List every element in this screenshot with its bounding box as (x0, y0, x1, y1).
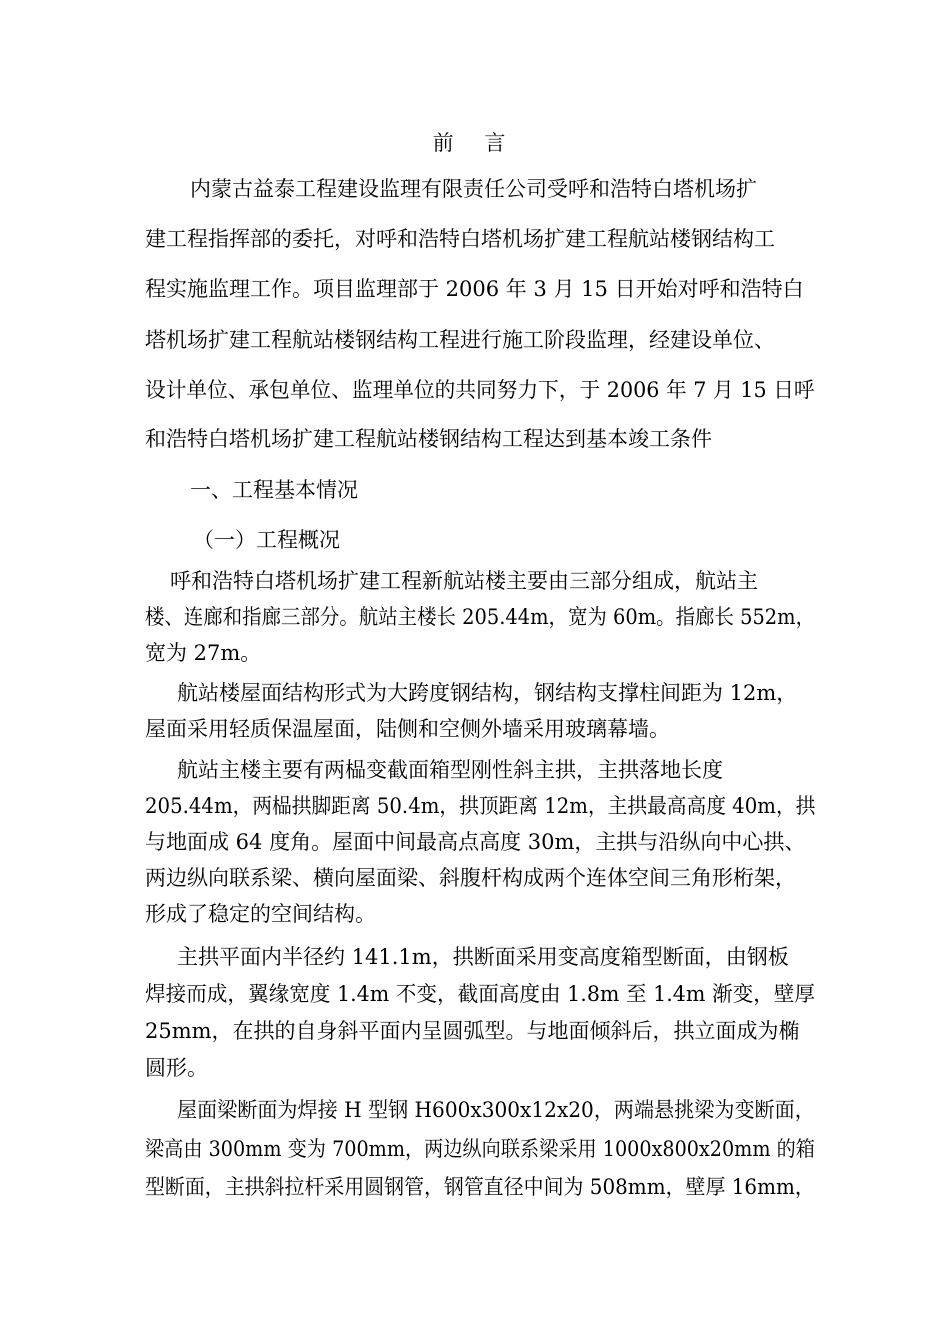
paragraph-line: 程实施监理工作。项目监理部于 2006 年 3 月 15 日开始对呼和浩特白 (145, 277, 804, 301)
page-title: 前 言 (432, 131, 518, 155)
paragraph-line: 与地面成 64 度角。屋面中间最高点高度 30m，主拱与沿纵向中心拱、 (145, 830, 806, 854)
subsection-heading: （一）工程概况 (193, 528, 340, 552)
paragraph-line: 25mm，在拱的自身斜平面内呈圆弧型。与地面倾斜后，拱立面成为椭 (145, 1019, 800, 1043)
paragraph-line: 圆形。 (145, 1056, 208, 1080)
paragraph-line: 建工程指挥部的委托，对呼和浩特白塔机场扩建工程航站楼钢结构工 (145, 227, 775, 251)
paragraph-line: 205.44m，两榀拱脚距离 50.4m，拱顶距离 12m，主拱最高高度 40m，拱 (145, 794, 816, 818)
section-heading: 一、工程基本情况 (190, 478, 358, 502)
paragraph-line: 两边纵向联系梁、横向屋面梁、斜腹杆构成两个连体空间三角形桁架， (145, 866, 796, 890)
paragraph-line: 梁高由 300mm 变为 700mm，两边纵向联系梁采用 1000x800x20mm 的箱 (145, 1137, 815, 1161)
paragraph-line: 航站主楼主要有两榀变截面箱型刚性斜主拱，主拱落地长度 (177, 758, 723, 782)
paragraph-line: 航站楼屋面结构形式为大跨度钢结构，钢结构支撑柱间距为 12m， (177, 681, 798, 705)
paragraph-line: 楼、连廊和指廊三部分。航站主楼长 205.44m，宽为 60m。指廊长 552m， (145, 605, 816, 629)
paragraph-line: 宽为 27m。 (145, 641, 262, 665)
paragraph-line: 型断面，主拱斜拉杆采用圆钢管，钢管直径中间为 508mm，壁厚 16mm， (145, 1175, 815, 1199)
paragraph-line: 呼和浩特白塔机场扩建工程新航站楼主要由三部分组成，航站主 (170, 569, 758, 593)
paragraph-line: 塔机场扩建工程航站楼钢结构工程进行施工阶段监理，经建设单位、 (145, 328, 775, 352)
paragraph-line: 主拱平面内半径约 141.1m，拱断面采用变高度箱型断面，由钢板 (177, 945, 789, 969)
paragraph-line: 屋面采用轻质保温屋面，陆侧和空侧外墙采用玻璃幕墙。 (145, 717, 670, 741)
paragraph-line: 焊接而成，翼缘宽度 1.4m 不变，截面高度由 1.8m 至 1.4m 渐变，壁厚 (145, 982, 816, 1006)
paragraph-line: 屋面梁断面为焊接 H 型钢 H600x300x12x20，两端悬挑梁为变断面， (177, 1098, 815, 1122)
paragraph-line: 形成了稳定的空间结构。 (145, 902, 376, 926)
paragraph-line: 和浩特白塔机场扩建工程航站楼钢结构工程达到基本竣工条件 (145, 427, 712, 451)
paragraph-line: 内蒙古益泰工程建设监理有限责任公司受呼和浩特白塔机场扩 (190, 177, 757, 201)
paragraph-line: 设计单位、承包单位、监理单位的共同努力下，于 2006 年 7 月 15 日呼 (145, 378, 815, 402)
